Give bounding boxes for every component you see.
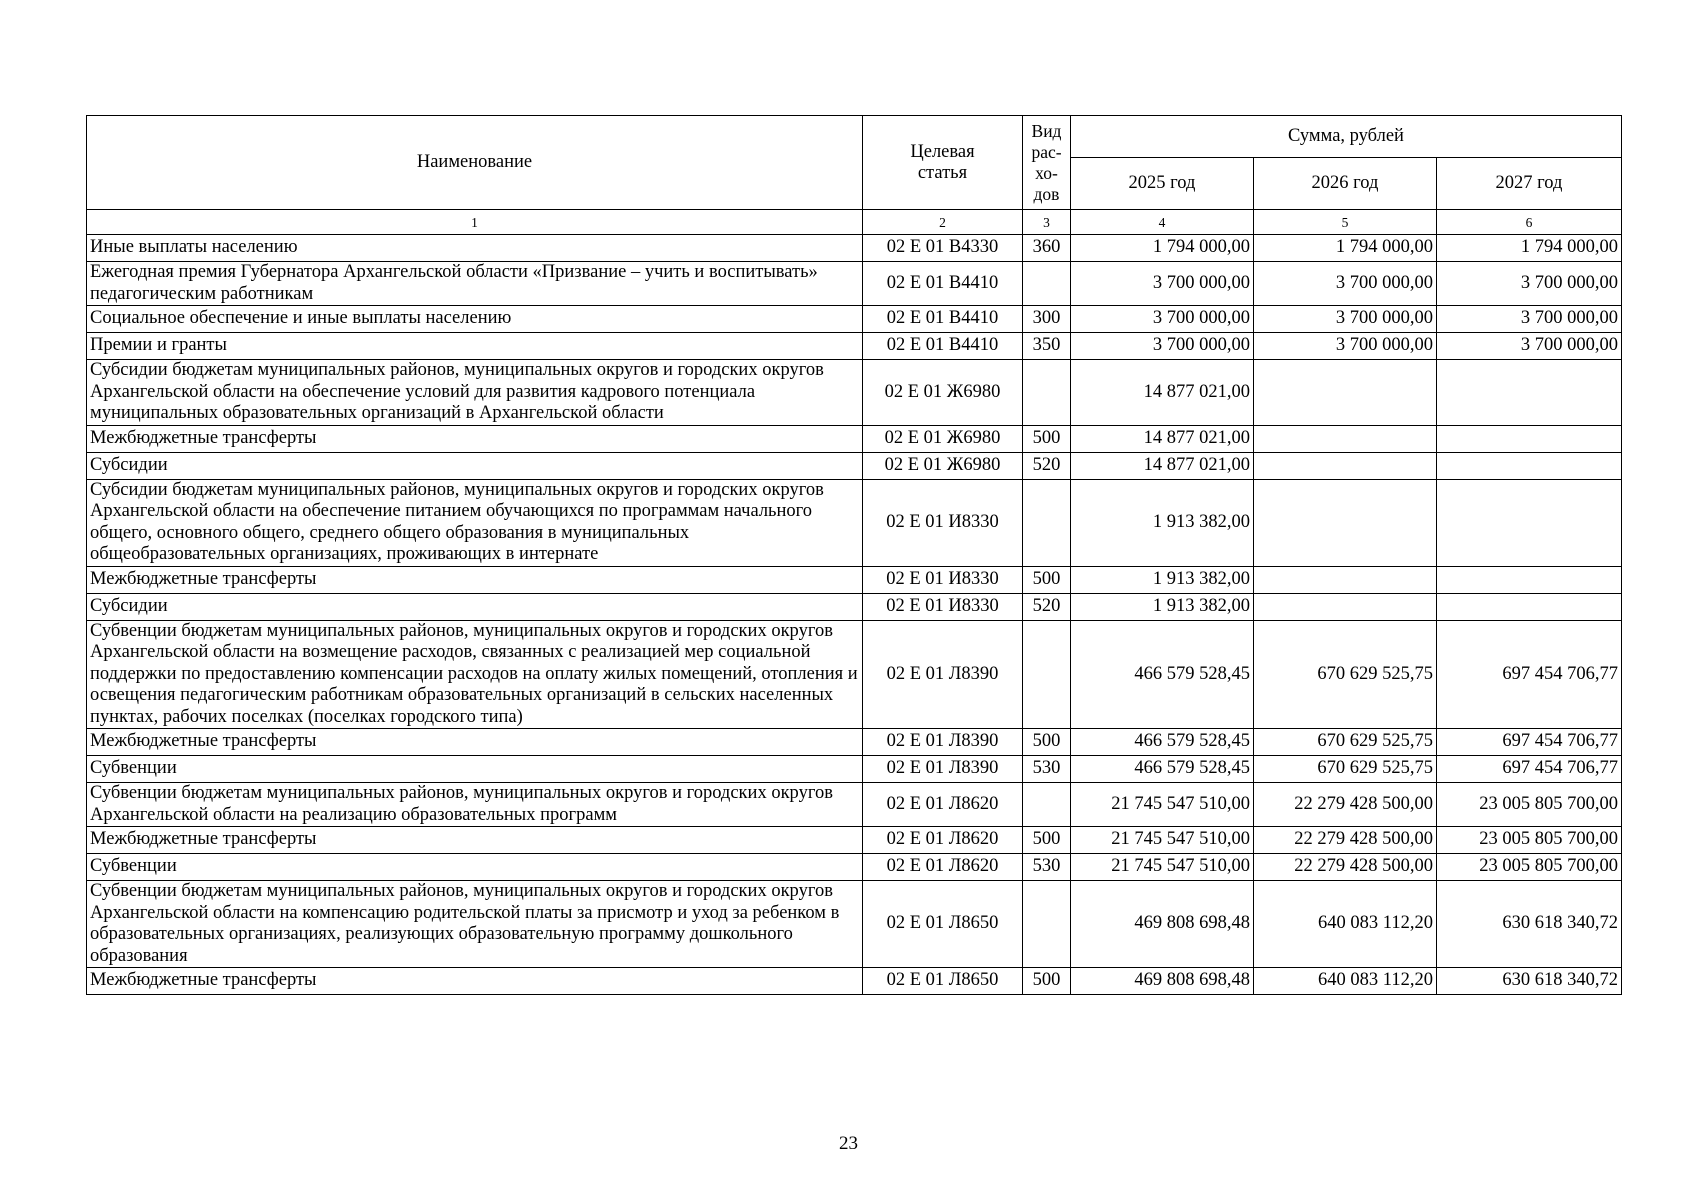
table-row [87,827,1622,854]
budget-table [86,115,1622,995]
row-sum-2027: 697 454 706,77 [1437,756,1622,783]
table-row [87,333,1622,360]
row-sum-2026: 22 279 428 500,00 [1254,827,1437,854]
row-name: Субсидии бюджетам муниципальных районов, муниципальных округов и городских округов Архангельской области на обеспечение условий для развития кадрового потенциала муниципальных образовательных организаций в Архангельской области [87,360,863,426]
page-number: 23 [839,1133,858,1154]
row-expense-kind: 500 [1023,968,1071,995]
row-sum-2027: 23 005 805 700,00 [1437,827,1622,854]
row-name: Субсидии [87,593,863,620]
column-number: 2 [863,210,1023,235]
row-sum-2026 [1254,360,1437,426]
row-name: Субвенции [87,756,863,783]
table-row [87,854,1622,881]
row-expense-kind [1023,620,1071,729]
table-row [87,425,1622,452]
row-name: Иные выплаты населению [87,235,863,262]
row-name: Межбюджетные трансферты [87,968,863,995]
row-sum-2026: 22 279 428 500,00 [1254,783,1437,827]
row-name: Ежегодная премия Губернатора Архангельской области «Призвание – учить и воспитывать» педагогическим работникам [87,262,863,306]
row-expense-kind [1023,783,1071,827]
row-sum-2027 [1437,566,1622,593]
row-name: Субвенции бюджетам муниципальных районов, муниципальных округов и городских округов Архангельской области на возмещение расходов, связанных с реализацией мер социальной поддержки по предоставлению компенсации расходов на оплату жилых помещений, отопления и освещения педагогическим работникам образовательных организаций в сельских населенных пунктах, рабочих поселках (поселках городского типа) [87,620,863,729]
header-name: Наименование [87,116,863,210]
row-sum-2025: 1 913 382,00 [1071,566,1254,593]
table-row [87,262,1622,306]
row-target-article: 02 Е 01 Л8650 [863,968,1023,995]
row-name: Социальное обеспечение и иные выплаты населению [87,306,863,333]
row-sum-2025: 466 579 528,45 [1071,729,1254,756]
row-sum-2025: 466 579 528,45 [1071,756,1254,783]
row-expense-kind [1023,360,1071,426]
row-target-article: 02 Е 01 И8330 [863,479,1023,566]
row-name: Субвенции бюджетам муниципальных районов, муниципальных округов и городских округов Архангельской области на реализацию образовательных программ [87,783,863,827]
row-sum-2026: 3 700 000,00 [1254,333,1437,360]
row-expense-kind: 530 [1023,854,1071,881]
row-sum-2025: 14 877 021,00 [1071,452,1254,479]
table-row [87,756,1622,783]
row-sum-2025: 3 700 000,00 [1071,306,1254,333]
row-sum-2025: 1 913 382,00 [1071,593,1254,620]
row-target-article: 02 Е 01 Л8390 [863,756,1023,783]
row-sum-2025: 469 808 698,48 [1071,968,1254,995]
row-sum-2025: 3 700 000,00 [1071,262,1254,306]
row-sum-2026 [1254,452,1437,479]
table-row [87,620,1622,729]
row-target-article: 02 Е 01 В4410 [863,262,1023,306]
header-year-2026: 2026 год [1254,158,1437,210]
row-expense-kind: 530 [1023,756,1071,783]
row-target-article: 02 Е 01 Ж6980 [863,452,1023,479]
table-row [87,479,1622,566]
row-sum-2026: 670 629 525,75 [1254,756,1437,783]
row-sum-2027: 3 700 000,00 [1437,306,1622,333]
row-target-article: 02 Е 01 Л8620 [863,854,1023,881]
row-expense-kind [1023,479,1071,566]
row-sum-2025: 469 808 698,48 [1071,881,1254,968]
row-name: Межбюджетные трансферты [87,729,863,756]
row-target-article: 02 Е 01 В4410 [863,306,1023,333]
table-row [87,729,1622,756]
row-expense-kind [1023,881,1071,968]
row-target-article: 02 Е 01 Ж6980 [863,425,1023,452]
header-year-2025: 2025 год [1071,158,1254,210]
row-sum-2025: 1 794 000,00 [1071,235,1254,262]
table-body [87,210,1622,995]
row-sum-2027: 630 618 340,72 [1437,881,1622,968]
row-target-article: 02 Е 01 Л8620 [863,783,1023,827]
row-sum-2026: 3 700 000,00 [1254,306,1437,333]
row-sum-2026: 640 083 112,20 [1254,968,1437,995]
row-expense-kind: 500 [1023,566,1071,593]
row-expense-kind: 500 [1023,827,1071,854]
column-number: 3 [1023,210,1071,235]
row-sum-2026 [1254,593,1437,620]
row-sum-2026 [1254,566,1437,593]
row-target-article: 02 Е 01 Л8650 [863,881,1023,968]
row-sum-2026: 670 629 525,75 [1254,620,1437,729]
row-sum-2026 [1254,479,1437,566]
row-name: Субсидии бюджетам муниципальных районов, муниципальных округов и городских округов Архангельской области на обеспечение питанием обучающихся по программам начального общего, основного общего, среднего общего образования в муниципальных общеобразовательных организациях, проживающих в интернате [87,479,863,566]
row-name: Субвенции бюджетам муниципальных районов, муниципальных округов и городских округов Архангельской области на компенсацию родительской платы за присмотр и уход за ребенком в образовательных организациях, реализующих образовательную программу дошкольного образования [87,881,863,968]
column-number: 6 [1437,210,1622,235]
row-sum-2027 [1437,593,1622,620]
header-year-2027: 2027 год [1437,158,1622,210]
row-target-article: 02 Е 01 Л8620 [863,827,1023,854]
row-sum-2027 [1437,425,1622,452]
row-target-article: 02 Е 01 В4410 [863,333,1023,360]
row-sum-2027: 23 005 805 700,00 [1437,854,1622,881]
row-sum-2025: 3 700 000,00 [1071,333,1254,360]
row-sum-2027 [1437,360,1622,426]
row-sum-2027: 697 454 706,77 [1437,620,1622,729]
table-row [87,968,1622,995]
row-sum-2026: 3 700 000,00 [1254,262,1437,306]
table-row [87,306,1622,333]
row-sum-2027 [1437,479,1622,566]
row-expense-kind: 500 [1023,425,1071,452]
row-name: Межбюджетные трансферты [87,827,863,854]
row-sum-2027: 697 454 706,77 [1437,729,1622,756]
row-expense-kind [1023,262,1071,306]
row-sum-2025: 21 745 547 510,00 [1071,827,1254,854]
table-row [87,593,1622,620]
row-sum-2027: 1 794 000,00 [1437,235,1622,262]
row-sum-2026: 22 279 428 500,00 [1254,854,1437,881]
table-row [87,881,1622,968]
row-name: Субсидии [87,452,863,479]
table-row [87,360,1622,426]
column-number: 4 [1071,210,1254,235]
table-row [87,452,1622,479]
header-sum: Сумма, рублей [1071,116,1622,158]
header-expense-kind: Вид рас-хо-дов [1023,116,1071,210]
header-target-article: Целевая статья [863,116,1023,210]
row-sum-2025: 1 913 382,00 [1071,479,1254,566]
row-target-article: 02 Е 01 В4330 [863,235,1023,262]
row-target-article: 02 Е 01 И8330 [863,593,1023,620]
column-number: 1 [87,210,863,235]
row-sum-2027: 630 618 340,72 [1437,968,1622,995]
column-number: 5 [1254,210,1437,235]
row-sum-2026: 640 083 112,20 [1254,881,1437,968]
row-expense-kind: 520 [1023,452,1071,479]
row-name: Премии и гранты [87,333,863,360]
row-target-article: 02 Е 01 Л8390 [863,729,1023,756]
row-sum-2025: 21 745 547 510,00 [1071,854,1254,881]
row-name: Межбюджетные трансферты [87,566,863,593]
row-expense-kind: 500 [1023,729,1071,756]
row-sum-2027 [1437,452,1622,479]
row-sum-2026 [1254,425,1437,452]
row-sum-2027: 3 700 000,00 [1437,262,1622,306]
table-row [87,783,1622,827]
row-sum-2025: 14 877 021,00 [1071,360,1254,426]
row-expense-kind: 360 [1023,235,1071,262]
row-sum-2025: 14 877 021,00 [1071,425,1254,452]
row-sum-2026: 670 629 525,75 [1254,729,1437,756]
table-row [87,235,1622,262]
row-expense-kind: 300 [1023,306,1071,333]
row-expense-kind: 520 [1023,593,1071,620]
row-sum-2027: 23 005 805 700,00 [1437,783,1622,827]
row-target-article: 02 Е 01 Ж6980 [863,360,1023,426]
column-number-row [87,210,1622,235]
row-target-article: 02 Е 01 Л8390 [863,620,1023,729]
row-name: Межбюджетные трансферты [87,425,863,452]
row-sum-2025: 21 745 547 510,00 [1071,783,1254,827]
row-expense-kind: 350 [1023,333,1071,360]
row-sum-2026: 1 794 000,00 [1254,235,1437,262]
row-sum-2025: 466 579 528,45 [1071,620,1254,729]
table-row [87,566,1622,593]
row-sum-2027: 3 700 000,00 [1437,333,1622,360]
row-name: Субвенции [87,854,863,881]
row-target-article: 02 Е 01 И8330 [863,566,1023,593]
